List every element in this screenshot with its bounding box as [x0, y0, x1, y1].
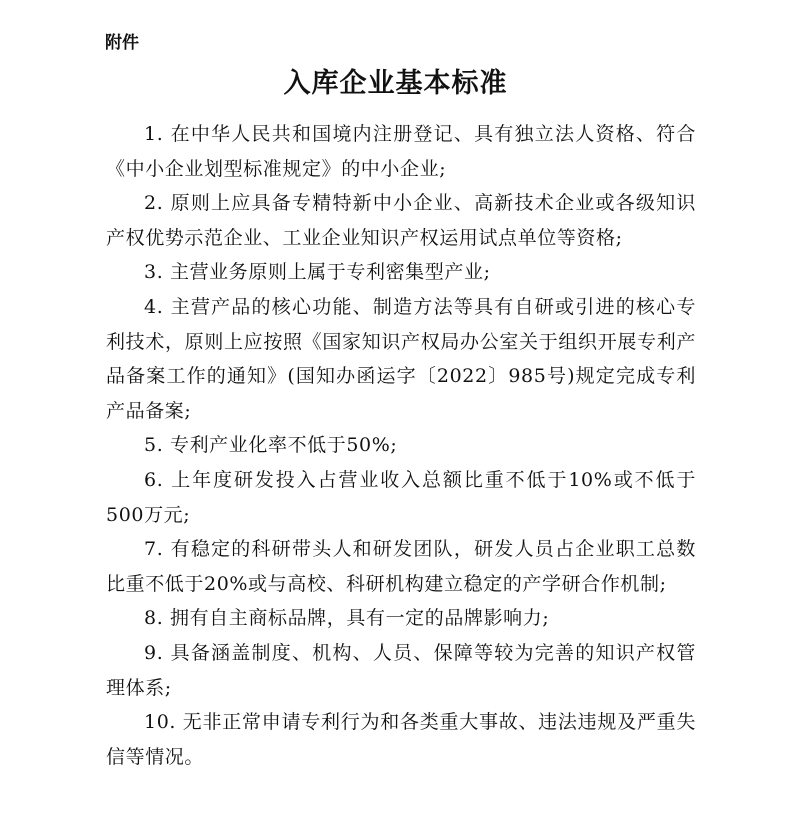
standard-item-7: 7. 有稳定的科研带头人和研发团队，研发人员占企业职工总数比重不低于20%或与高校、科研机构建立稳定的产学研合作机制; [106, 538, 696, 595]
standard-item-8: 8. 拥有自主商标品牌，具有一定的品牌影响力; [144, 607, 550, 630]
standard-item-4: 4. 主营产品的核心功能、制造方法等具有自研或引进的核心专利技术，原则上应按照《国家知识产权局办公室关于组织开展专利产品备案工作的通知》(国知办函运字〔2022〕985号)规定完成专利产品备案; [106, 295, 696, 422]
standard-item-1: 1. 在中华人民共和国境内注册登记、具有独立法人资格、符合《中小企业划型标准规定》的中小企业; [106, 123, 696, 180]
standard-item-10: 10. 无非正常申请专利行为和各类重大事故、违法违规及严重失信等情况。 [106, 711, 696, 768]
attachment-label: 附件 [105, 33, 139, 53]
standard-item-9: 9. 具备涵盖制度、机构、人员、保障等较为完善的知识产权管理体系; [106, 641, 696, 699]
standards-list [106, 117, 696, 774]
standard-item-5: 5. 专利产业化率不低于50%; [144, 434, 398, 457]
document-title: 入库企业基本标准 [283, 68, 508, 99]
standard-item-2: 2. 原则上应具备专精特新中小企业、高新技术企业或各级知识产权优势示范企业、工业企业知识产权运用试点单位等资格; [106, 192, 696, 249]
standard-item-3: 3. 主营业务原则上属于专利密集型产业; [144, 261, 491, 284]
standard-item-6: 6. 上年度研发投入占营业收入总额比重不低于10%或不低于500万元; [106, 468, 696, 526]
